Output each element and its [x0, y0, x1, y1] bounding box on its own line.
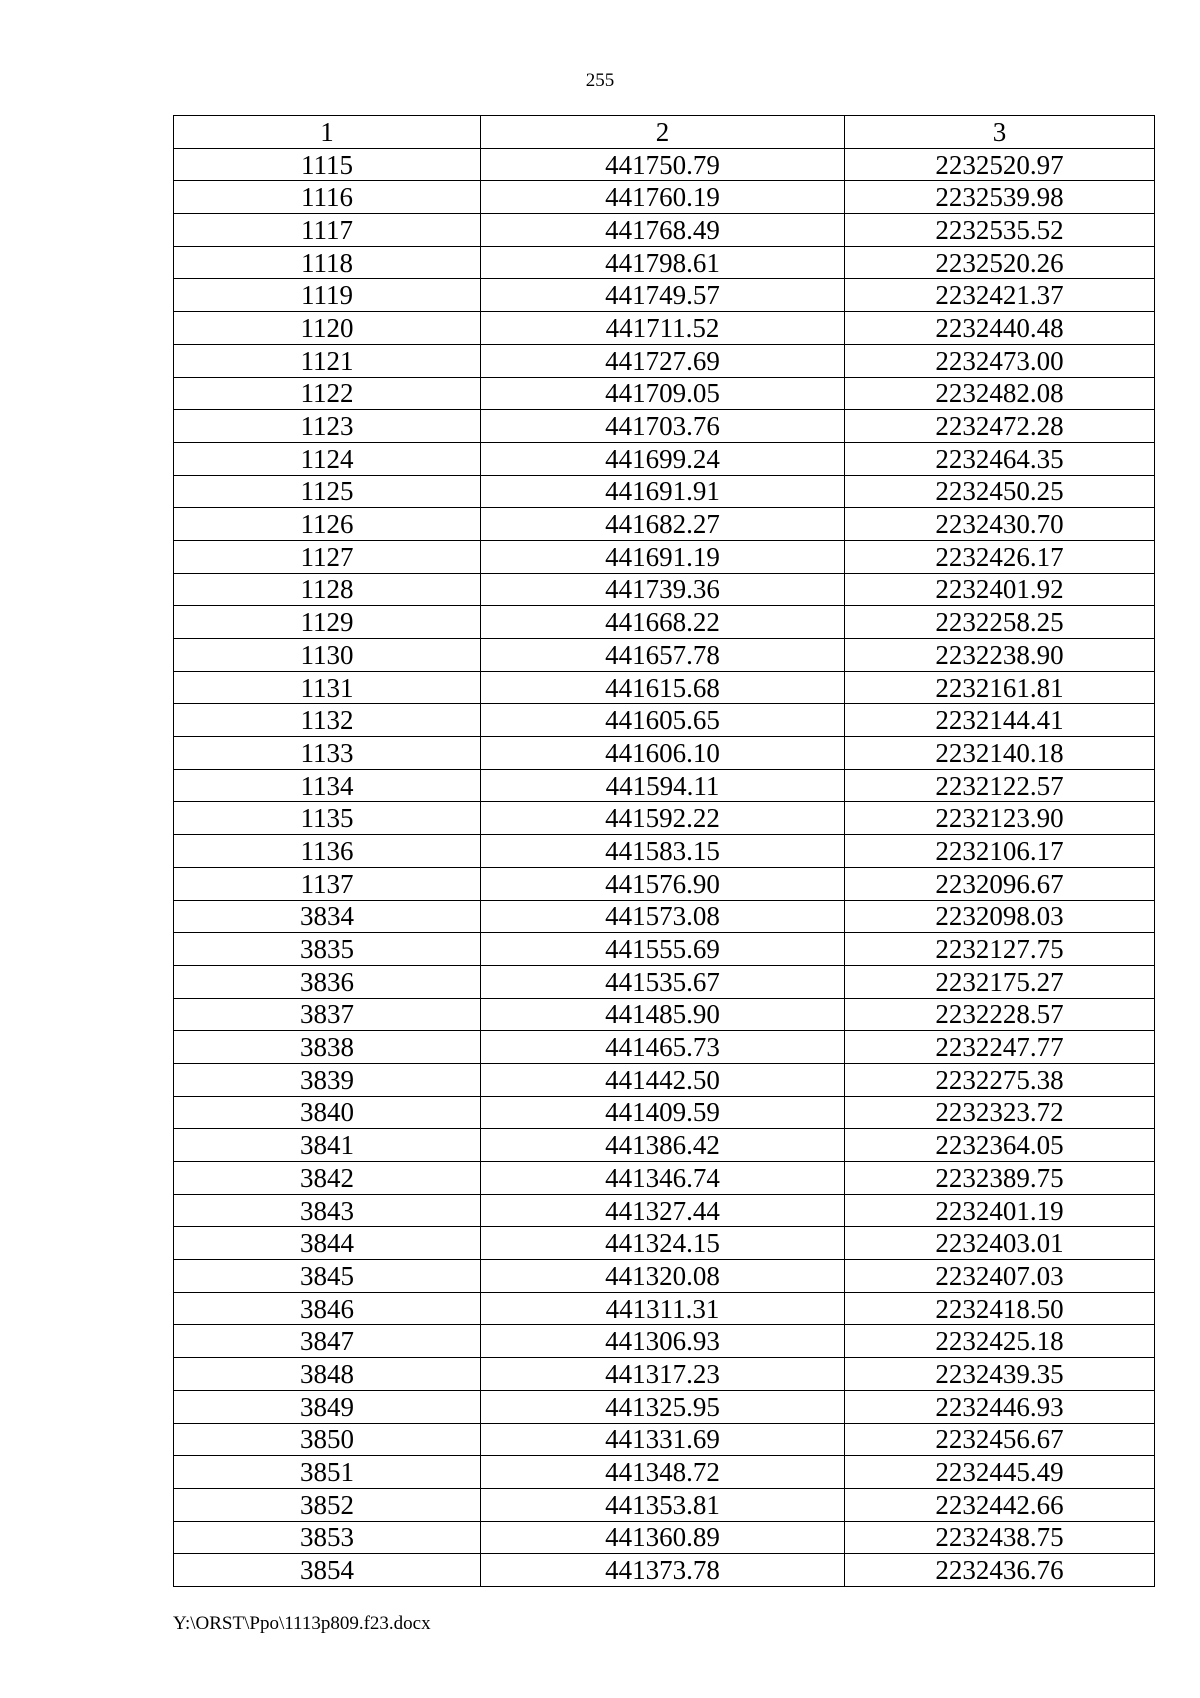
table-cell-col-1: 3839	[174, 1063, 481, 1096]
table-row	[174, 1358, 1155, 1391]
table-cell-col-3: 2232520.97	[845, 148, 1155, 181]
table-cell-col-1: 1132	[174, 704, 481, 737]
table-cell-col-2: 441373.78	[481, 1554, 845, 1587]
table-cell-col-2: 441606.10	[481, 737, 845, 770]
table-row	[174, 344, 1155, 377]
table-cell-col-2: 441768.49	[481, 214, 845, 247]
table-cell-col-3: 2232364.05	[845, 1129, 1155, 1162]
table-cell-col-2: 441739.36	[481, 573, 845, 606]
table-row	[174, 148, 1155, 181]
table-cell-col-1: 1128	[174, 573, 481, 606]
table-cell-col-1: 3847	[174, 1325, 481, 1358]
table-cell-col-1: 1133	[174, 737, 481, 770]
table-cell-col-1: 3840	[174, 1096, 481, 1129]
table-cell-col-1: 3846	[174, 1292, 481, 1325]
table-cell-col-2: 441750.79	[481, 148, 845, 181]
table-cell-col-3: 2232140.18	[845, 737, 1155, 770]
table-row	[174, 1488, 1155, 1521]
table-cell-col-1: 3835	[174, 933, 481, 966]
table-cell-col-3: 2232418.50	[845, 1292, 1155, 1325]
table-cell-col-2: 441592.22	[481, 802, 845, 835]
table-cell-col-1: 1134	[174, 769, 481, 802]
table-cell-col-3: 2232426.17	[845, 540, 1155, 573]
table-cell-col-1: 1130	[174, 639, 481, 672]
table-cell-col-1: 3842	[174, 1162, 481, 1195]
table-cell-col-2: 441442.50	[481, 1063, 845, 1096]
table-row	[174, 573, 1155, 606]
table-cell-col-1: 1127	[174, 540, 481, 573]
table-cell-col-2: 441798.61	[481, 246, 845, 279]
table-cell-col-2: 441668.22	[481, 606, 845, 639]
table-cell-col-2: 441306.93	[481, 1325, 845, 1358]
table-row	[174, 1129, 1155, 1162]
table-cell-col-2: 441594.11	[481, 769, 845, 802]
table-row	[174, 1227, 1155, 1260]
table-row	[174, 1162, 1155, 1195]
table-header	[174, 116, 1155, 149]
table-cell-col-3: 2232407.03	[845, 1260, 1155, 1293]
table-row	[174, 1423, 1155, 1456]
table-cell-col-3: 2232440.48	[845, 312, 1155, 345]
table-cell-col-2: 441346.74	[481, 1162, 845, 1195]
table-cell-col-3: 2232403.01	[845, 1227, 1155, 1260]
table-cell-col-2: 441331.69	[481, 1423, 845, 1456]
column-header-3: 3	[845, 116, 1155, 149]
table-cell-col-3: 2232445.49	[845, 1456, 1155, 1489]
table-cell-col-2: 441691.91	[481, 475, 845, 508]
table-row	[174, 475, 1155, 508]
table-cell-col-1: 3852	[174, 1488, 481, 1521]
table-row	[174, 835, 1155, 868]
table-cell-col-3: 2232450.25	[845, 475, 1155, 508]
table-row	[174, 1096, 1155, 1129]
table-row	[174, 1260, 1155, 1293]
table-cell-col-3: 2232122.57	[845, 769, 1155, 802]
table-cell-col-1: 1116	[174, 181, 481, 214]
table-cell-col-3: 2232472.28	[845, 410, 1155, 443]
table-cell-col-3: 2232539.98	[845, 181, 1155, 214]
table-row	[174, 181, 1155, 214]
table-cell-col-1: 3848	[174, 1358, 481, 1391]
table-cell-col-2: 441709.05	[481, 377, 845, 410]
table-cell-col-1: 1131	[174, 671, 481, 704]
table-cell-col-3: 2232439.35	[845, 1358, 1155, 1391]
table-cell-col-2: 441324.15	[481, 1227, 845, 1260]
table-cell-col-1: 1136	[174, 835, 481, 868]
table-cell-col-3: 2232096.67	[845, 867, 1155, 900]
table-cell-col-3: 2232401.19	[845, 1194, 1155, 1227]
table-cell-col-1: 1115	[174, 148, 481, 181]
table-cell-col-2: 441325.95	[481, 1390, 845, 1423]
table-cell-col-2: 441327.44	[481, 1194, 845, 1227]
table-cell-col-1: 1137	[174, 867, 481, 900]
column-header-2: 2	[481, 116, 845, 149]
table-row	[174, 1194, 1155, 1227]
table-cell-col-1: 3837	[174, 998, 481, 1031]
table-row	[174, 769, 1155, 802]
table-row	[174, 704, 1155, 737]
header-row	[174, 116, 1155, 149]
table-cell-col-2: 441583.15	[481, 835, 845, 868]
table-row	[174, 214, 1155, 247]
table-cell-col-1: 3841	[174, 1129, 481, 1162]
table-cell-col-2: 441605.65	[481, 704, 845, 737]
table-cell-col-2: 441691.19	[481, 540, 845, 573]
table-cell-col-3: 2232258.25	[845, 606, 1155, 639]
table-cell-col-3: 2232473.00	[845, 344, 1155, 377]
table-cell-col-3: 2232389.75	[845, 1162, 1155, 1195]
table-cell-col-3: 2232430.70	[845, 508, 1155, 541]
table-row	[174, 671, 1155, 704]
table-cell-col-3: 2232098.03	[845, 900, 1155, 933]
table-row	[174, 998, 1155, 1031]
coordinates-table	[173, 115, 1155, 1587]
table-cell-col-3: 2232535.52	[845, 214, 1155, 247]
table-row	[174, 900, 1155, 933]
table-cell-col-2: 441353.81	[481, 1488, 845, 1521]
table-cell-col-1: 3836	[174, 965, 481, 998]
table-row	[174, 1063, 1155, 1096]
table-cell-col-2: 441699.24	[481, 442, 845, 475]
table-cell-col-3: 2232456.67	[845, 1423, 1155, 1456]
table-cell-col-2: 441465.73	[481, 1031, 845, 1064]
table-cell-col-1: 3838	[174, 1031, 481, 1064]
table-cell-col-2: 441573.08	[481, 900, 845, 933]
table-cell-col-1: 1135	[174, 802, 481, 835]
column-header-1: 1	[174, 116, 481, 149]
table-cell-col-3: 2232161.81	[845, 671, 1155, 704]
table-row	[174, 442, 1155, 475]
table-cell-col-2: 441485.90	[481, 998, 845, 1031]
table-cell-col-2: 441760.19	[481, 181, 845, 214]
table-row	[174, 1554, 1155, 1587]
table-cell-col-2: 441311.31	[481, 1292, 845, 1325]
table-cell-col-2: 441749.57	[481, 279, 845, 312]
table-cell-col-1: 1120	[174, 312, 481, 345]
table-cell-col-1: 3834	[174, 900, 481, 933]
table-cell-col-1: 3843	[174, 1194, 481, 1227]
table-cell-col-2: 441320.08	[481, 1260, 845, 1293]
table-cell-col-3: 2232238.90	[845, 639, 1155, 672]
table-row	[174, 410, 1155, 443]
table-cell-col-1: 1129	[174, 606, 481, 639]
table-row	[174, 279, 1155, 312]
table-cell-col-3: 2232401.92	[845, 573, 1155, 606]
table-row	[174, 1456, 1155, 1489]
table-cell-col-2: 441727.69	[481, 344, 845, 377]
table-row	[174, 737, 1155, 770]
table-cell-col-3: 2232438.75	[845, 1521, 1155, 1554]
table-cell-col-3: 2232127.75	[845, 933, 1155, 966]
table-row	[174, 1325, 1155, 1358]
table-row	[174, 1031, 1155, 1064]
table-cell-col-1: 1121	[174, 344, 481, 377]
table-cell-col-2: 441657.78	[481, 639, 845, 672]
table-cell-col-3: 2232446.93	[845, 1390, 1155, 1423]
table-cell-col-2: 441348.72	[481, 1456, 845, 1489]
table-cell-col-1: 3845	[174, 1260, 481, 1293]
table-row	[174, 933, 1155, 966]
table-cell-col-2: 441317.23	[481, 1358, 845, 1391]
table-cell-col-2: 441615.68	[481, 671, 845, 704]
table-cell-col-1: 3854	[174, 1554, 481, 1587]
table-cell-col-3: 2232425.18	[845, 1325, 1155, 1358]
table-row	[174, 540, 1155, 573]
table-cell-col-3: 2232464.35	[845, 442, 1155, 475]
table-cell-col-3: 2232144.41	[845, 704, 1155, 737]
table-cell-col-1: 3849	[174, 1390, 481, 1423]
table-cell-col-2: 441711.52	[481, 312, 845, 345]
table-cell-col-1: 1124	[174, 442, 481, 475]
page-number: 255	[585, 70, 615, 91]
table-row	[174, 246, 1155, 279]
footer-file-path: Y:\ORST\Ppo\1113p809.f23.docx	[173, 1613, 431, 1634]
table-cell-col-3: 2232106.17	[845, 835, 1155, 868]
table-body	[174, 148, 1155, 1586]
table-cell-col-1: 1117	[174, 214, 481, 247]
table-cell-col-3: 2232323.72	[845, 1096, 1155, 1129]
table-cell-col-1: 1119	[174, 279, 481, 312]
table-row	[174, 606, 1155, 639]
table-cell-col-2: 441555.69	[481, 933, 845, 966]
table-cell-col-3: 2232421.37	[845, 279, 1155, 312]
table-cell-col-1: 3844	[174, 1227, 481, 1260]
table-row	[174, 639, 1155, 672]
table-cell-col-2: 441360.89	[481, 1521, 845, 1554]
table-cell-col-1: 3853	[174, 1521, 481, 1554]
table-row	[174, 802, 1155, 835]
table-cell-col-2: 441703.76	[481, 410, 845, 443]
table-row	[174, 965, 1155, 998]
table-cell-col-2: 441409.59	[481, 1096, 845, 1129]
table-row	[174, 508, 1155, 541]
table-row	[174, 312, 1155, 345]
table-cell-col-3: 2232175.27	[845, 965, 1155, 998]
table-cell-col-3: 2232275.38	[845, 1063, 1155, 1096]
table-cell-col-2: 441535.67	[481, 965, 845, 998]
table-cell-col-2: 441386.42	[481, 1129, 845, 1162]
table-row	[174, 1521, 1155, 1554]
table-cell-col-1: 1118	[174, 246, 481, 279]
table-row	[174, 867, 1155, 900]
table-cell-col-3: 2232442.66	[845, 1488, 1155, 1521]
table-cell-col-1: 3850	[174, 1423, 481, 1456]
table-row	[174, 1292, 1155, 1325]
table-cell-col-3: 2232436.76	[845, 1554, 1155, 1587]
table-cell-col-3: 2232520.26	[845, 246, 1155, 279]
table-cell-col-3: 2232123.90	[845, 802, 1155, 835]
table-cell-col-2: 441576.90	[481, 867, 845, 900]
table-cell-col-3: 2232247.77	[845, 1031, 1155, 1064]
table-cell-col-1: 1123	[174, 410, 481, 443]
table-cell-col-2: 441682.27	[481, 508, 845, 541]
table-row	[174, 1390, 1155, 1423]
table-cell-col-1: 3851	[174, 1456, 481, 1489]
table-cell-col-3: 2232482.08	[845, 377, 1155, 410]
table-cell-col-1: 1122	[174, 377, 481, 410]
table-cell-col-3: 2232228.57	[845, 998, 1155, 1031]
table-cell-col-1: 1126	[174, 508, 481, 541]
table-row	[174, 377, 1155, 410]
table-cell-col-1: 1125	[174, 475, 481, 508]
